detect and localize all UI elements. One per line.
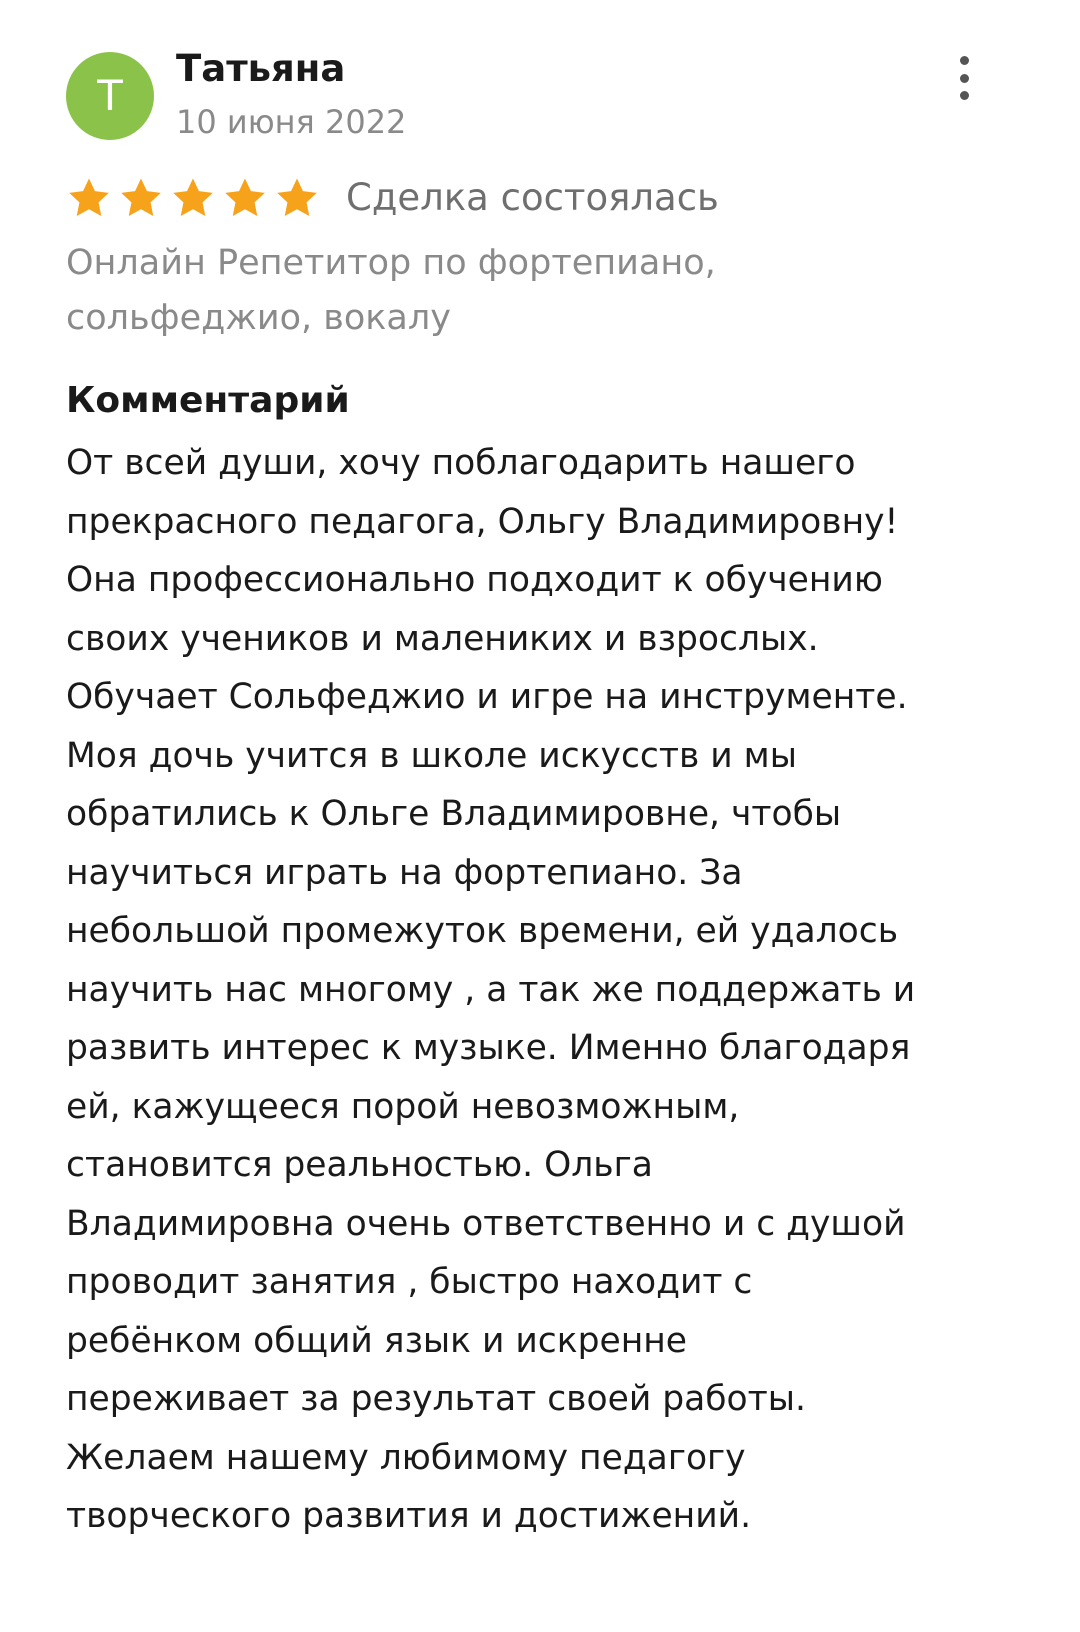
comment-text [66,434,1026,1546]
service-name [66,236,906,346]
comment-line: От всей души, хочу поблагодарить нашего [66,443,856,483]
comment-line: проводит занятия , быстро находит с [66,1262,753,1302]
comment-line: Она профессионально подходит к обучению [66,560,883,600]
deal-status: Сделка состоялась [346,176,719,219]
service-name-line: сольфеджио, вокалу [66,298,451,338]
star-icon [118,175,164,221]
comment-line: Желаем нашему любимому педагогу [66,1437,746,1478]
star-rating [66,175,326,221]
author-name: Татьяна [176,47,346,90]
star-icon [66,175,112,221]
comment-line: творческого развития и достижений. [66,1496,752,1536]
comment-line: развить интерес к музыке. Именно благодаря [66,1028,911,1068]
comment-line: переживает за результат своей работы. [66,1379,806,1419]
star-icon [274,175,320,221]
comment-line: Моя дочь учится в школе искусств и мы [66,735,797,776]
comment-line: научиться играть на фортепиано. За [66,852,743,893]
more-vertical-icon-dot [960,91,969,100]
comment-heading: Комментарий [66,380,350,421]
service-name-line: Онлайн Репетитор по фортепиано, [66,243,716,283]
comment-line: обратились к Ольге Владимировне, чтобы [66,794,842,834]
comment-line: Обучает Сольфеджио и игре на инструменте. [66,677,908,717]
comment-line: становится реальностью. Ольга [66,1145,653,1185]
avatar: Т [66,52,154,140]
comment-line: прекрасного педагога, Ольгу Владимировну! [66,501,899,542]
comment-line: Владимировна очень ответственно и с душой [66,1203,906,1244]
comment-line: ей, кажущееся порой невозможным, [66,1086,740,1127]
star-icon [170,175,216,221]
comment-line: небольшой промежуток времени, ей удалось [66,911,899,951]
comment-line: ребёнком общий язык и искренне [66,1320,688,1361]
more-vertical-icon [960,56,969,65]
comment-line: научить нас многому , а так же поддержать и [66,969,916,1010]
more-options-button[interactable] [950,56,978,100]
review-date: 10 июня 2022 [176,103,407,141]
more-vertical-icon-dot [960,74,969,83]
rating-row [66,170,719,226]
star-icon [222,175,268,221]
comment-line: своих учеников и малениких и взрослых. [66,618,819,659]
